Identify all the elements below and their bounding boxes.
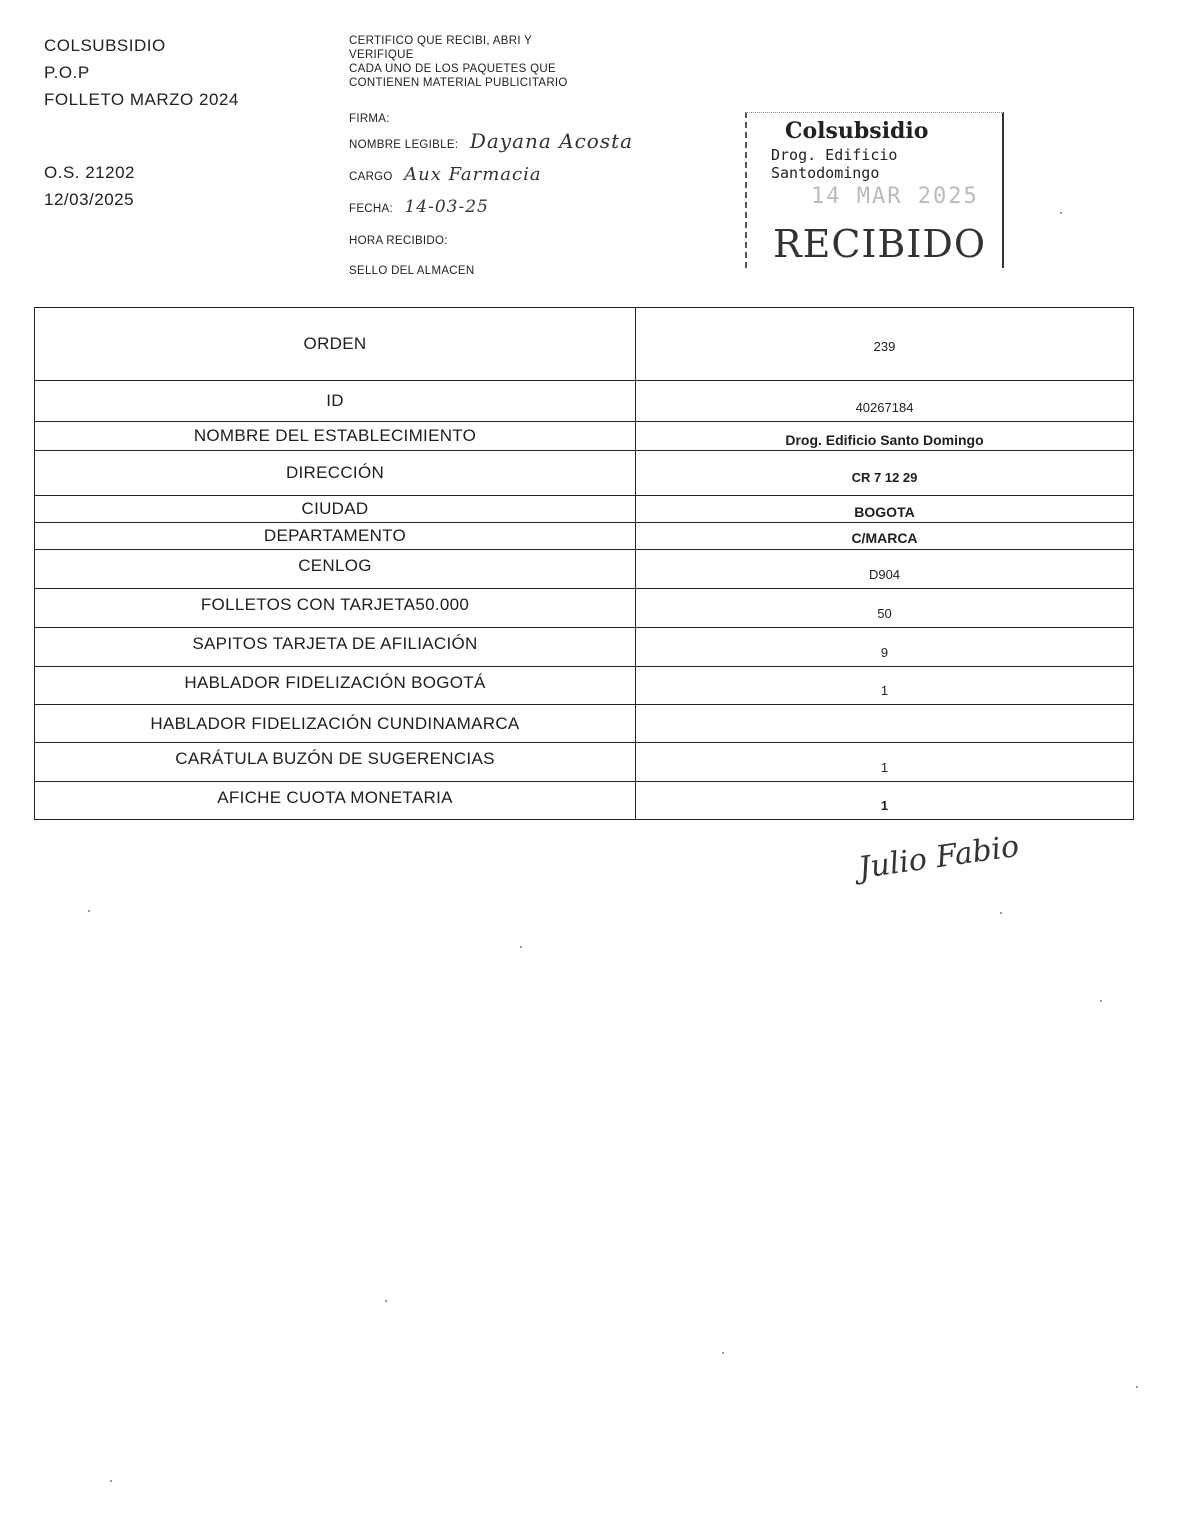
certificate-line-3: CADA UNO DE LOS PAQUETES QUE (349, 63, 556, 75)
row-label: CIUDAD (35, 496, 636, 523)
scan-speck (88, 910, 90, 912)
row-value: 1 (636, 743, 1134, 782)
firma-label: FIRMA: (349, 113, 390, 125)
certificate-line-4: CONTIENEN MATERIAL PUBLICITARIO (349, 77, 568, 89)
fecha-handwritten: 14-03-25 (404, 197, 489, 217)
scan-speck (385, 1300, 387, 1302)
header-left-block (44, 32, 239, 213)
row-label: FOLLETOS CON TARJETA50.000 (35, 589, 636, 628)
scan-speck (1100, 1000, 1102, 1002)
cargo-label: CARGO (349, 171, 393, 183)
row-label: AFICHE CUOTA MONETARIA (35, 782, 636, 820)
row-label: CARÁTULA BUZÓN DE SUGERENCIAS (35, 743, 636, 782)
table-row (35, 308, 1134, 381)
table-row (35, 782, 1134, 820)
nombre-field (349, 129, 634, 153)
table-row (35, 496, 1134, 523)
os-date: 12/03/2025 (44, 190, 135, 209)
table-row (35, 422, 1134, 451)
scan-speck (520, 946, 522, 948)
row-value: 1 (636, 782, 1134, 820)
row-label: SAPITOS TARJETA DE AFILIACIÓN (35, 628, 636, 667)
sello-field (349, 264, 474, 278)
row-value: 50 (636, 589, 1134, 628)
table-row (35, 381, 1134, 422)
scan-speck (1000, 912, 1002, 914)
table-row (35, 743, 1134, 782)
table-row (35, 628, 1134, 667)
row-value: 239 (636, 308, 1134, 381)
row-value: 40267184 (636, 381, 1134, 422)
row-value: BOGOTA (636, 496, 1134, 523)
table-row (35, 550, 1134, 589)
hora-field (349, 234, 448, 248)
row-label: DEPARTAMENTO (35, 523, 636, 550)
row-label: DIRECCIÓN (35, 451, 636, 496)
row-value: 9 (636, 628, 1134, 667)
row-value: Drog. Edificio Santo Domingo (636, 422, 1134, 451)
table-row (35, 523, 1134, 550)
certificate-line-2: VERIFIQUE (349, 49, 414, 61)
row-value: CR 7 12 29 (636, 451, 1134, 496)
sello-label: SELLO DEL ALMACEN (349, 265, 475, 277)
row-label: HABLADOR FIDELIZACIÓN BOGOTÁ (35, 667, 636, 705)
table-row (35, 589, 1134, 628)
scan-speck (1060, 212, 1062, 214)
order-table (34, 307, 1134, 820)
hora-label: HORA RECIBIDO: (349, 235, 448, 247)
received-stamp (745, 112, 1003, 272)
stamp-date: 14 MAR 2025 (811, 184, 979, 209)
cargo-handwritten: Aux Farmacia (404, 164, 542, 185)
row-label: NOMBRE DEL ESTABLECIMIENTO (35, 422, 636, 451)
row-value: C/MARCA (636, 523, 1134, 550)
certificate-line-1: CERTIFICO QUE RECIBI, ABRI Y (349, 35, 533, 47)
handwritten-signature: Julio Fabio (856, 828, 1022, 887)
scan-speck (110, 1480, 112, 1482)
table-row (35, 667, 1134, 705)
row-label: ORDEN (35, 308, 636, 381)
row-label: ID (35, 381, 636, 422)
stamp-brand: Colsubsidio (785, 118, 929, 144)
fecha-field (349, 197, 489, 217)
stamp-status: RECIBIDO (773, 222, 986, 266)
scan-speck (722, 1352, 724, 1354)
row-value (636, 705, 1134, 743)
pop-label: P.O.P (44, 63, 90, 82)
row-value: 1 (636, 667, 1134, 705)
table-row (35, 705, 1134, 743)
stamp-store: Drog. Edificio Santodomingo (771, 146, 898, 182)
row-label: CENLOG (35, 550, 636, 589)
scan-speck (1136, 1386, 1138, 1388)
company-name: COLSUBSIDIO (44, 36, 166, 55)
fecha-label: FECHA: (349, 203, 393, 215)
table-row (35, 451, 1134, 496)
nombre-label: NOMBRE LEGIBLE: (349, 139, 459, 151)
cargo-field (349, 164, 542, 185)
row-label: HABLADOR FIDELIZACIÓN CUNDINAMARCA (35, 705, 636, 743)
firma-field (349, 112, 390, 126)
row-value: D904 (636, 550, 1134, 589)
nombre-handwritten: Dayana Acosta (469, 129, 634, 153)
folleto-label: FOLLETO MARZO 2024 (44, 90, 239, 109)
os-number: O.S. 21202 (44, 163, 136, 182)
